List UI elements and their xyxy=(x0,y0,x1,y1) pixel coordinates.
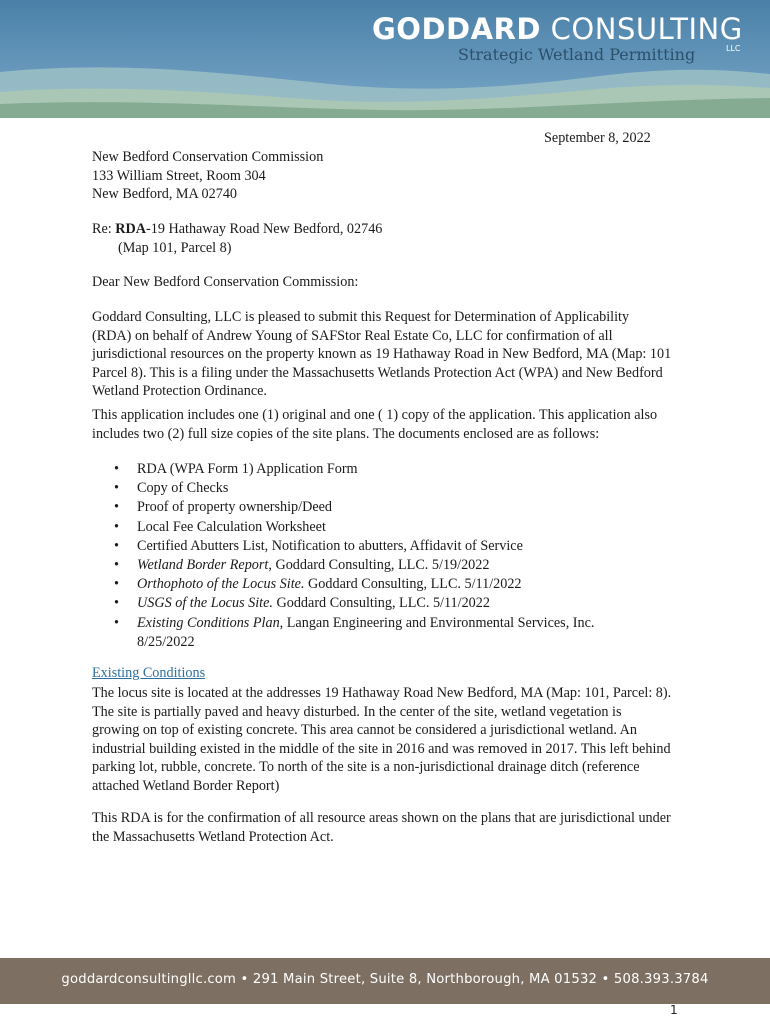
list-item-italic: Existing Conditions Plan xyxy=(137,614,280,631)
company-name xyxy=(372,12,743,46)
list-item xyxy=(92,518,652,537)
company-name-strong: GODDARD xyxy=(372,12,541,46)
recipient-line-2: 133 William Street, Room 304 xyxy=(92,167,266,184)
subject-bold: RDA xyxy=(115,221,146,237)
list-item-text: Proof of property ownership/Deed xyxy=(137,499,333,516)
existing-conditions-heading: Existing Conditions xyxy=(92,665,206,681)
existing-conditions-paragraph: The locus site is located at the addresses 19 Hathaway Road New Bedford, MA (Map: 101, Parcel: 8). The site is partially paved and heavy disturbed. In the center of the site, wetland vegetation is growing on top of existing concrete. This area cannot be considered a jurisdictional wetland. An industrial building existed in the middle of the site in 2016 and was removed in 2017. This left behind parking lot, rubble, concrete. To north of the site is a non-jurisdictional drainage ditch (reference attached Wetland Border Report) xyxy=(92,685,672,794)
list-item-text: Local Fee Calculation Worksheet xyxy=(137,518,326,535)
list-item xyxy=(92,614,652,652)
list-item-text: , Goddard Consulting, LLC. 5/19/2022 xyxy=(268,557,490,574)
list-item xyxy=(92,479,652,498)
footer-contact-text: goddardconsultingllc.com • 291 Main Street, Suite 8, Northborough, MA 01532 • 508.393.3784 xyxy=(61,972,709,987)
list-item xyxy=(92,460,652,479)
list-item-text: RDA (WPA Form 1) Application Form xyxy=(137,461,358,477)
list-item xyxy=(92,498,652,517)
list-item-italic: USGS of the Locus Site. xyxy=(137,595,273,612)
list-item-text: , Langan Engineering and Environmental Services, Inc. 8/25/2022 xyxy=(137,614,595,650)
footer-bar xyxy=(0,958,770,1004)
list-item-text: Certified Abutters List, Notification to abutters, Affidavit of Service xyxy=(137,537,523,554)
recipient-line-3: New Bedford, MA 02740 xyxy=(92,186,238,202)
confirmation-paragraph: This RDA is for the confirmation of all resource areas shown on the plans that are jurisdictional under the Massachusetts Wetland Protection Act. xyxy=(92,810,671,845)
list-item xyxy=(92,556,652,575)
list-item xyxy=(92,537,652,556)
recipient-line-1: New Bedford Conservation Commission xyxy=(92,149,324,165)
list-item-text: Goddard Consulting, LLC. 5/11/2022 xyxy=(304,576,522,593)
enclosures-intro-paragraph: This application includes one (1) original and one ( 1) copy of the application. This application also includes two (2) full size copies of the site plans. The documents enclosed are as follows: xyxy=(92,407,658,442)
recipient-address xyxy=(92,148,672,204)
list-item-italic: Wetland Border Report xyxy=(137,557,269,574)
intro-paragraph: Goddard Consulting, LLC is pleased to submit this Request for Determination of Applicability (RDA) on behalf of Andrew Young of SAFStor Real Estate Co, LLC for confirmation of all jurisdictional resources on the property known as 19 Hathaway Road in New Bedford, MA (Map: 101 Parcel 8). This is a filing under the Massachusetts Wetlands Protection Act (WPA) and New Bedford Wetland Protection Ordinance. xyxy=(92,309,672,399)
list-item xyxy=(92,575,652,594)
company-llc: LLC xyxy=(726,44,741,53)
letterhead-banner xyxy=(0,0,770,118)
letter-date: September 8, 2022 xyxy=(544,130,651,146)
subject-rest: -19 Hathaway Road New Bedford, 02746 xyxy=(146,221,383,237)
list-item-text: Copy of Checks xyxy=(137,480,229,497)
list-item-text: Goddard Consulting, LLC. 5/11/2022 xyxy=(272,595,490,612)
subject-prefix: Re: xyxy=(92,221,116,237)
list-item xyxy=(92,594,652,613)
subject-line-2: (Map 101, Parcel 8) xyxy=(118,239,232,256)
subject-line-1 xyxy=(92,220,672,239)
company-name-rest: CONSULTING xyxy=(550,12,743,46)
page-number: 1 xyxy=(670,1003,678,1017)
subject-line xyxy=(92,220,672,257)
list-item-italic: Orthophoto of the Locus Site. xyxy=(137,576,305,593)
salutation: Dear New Bedford Conservation Commission: xyxy=(92,274,359,290)
company-tagline: Strategic Wetland Permitting xyxy=(458,45,696,64)
enclosures-list xyxy=(92,460,652,652)
